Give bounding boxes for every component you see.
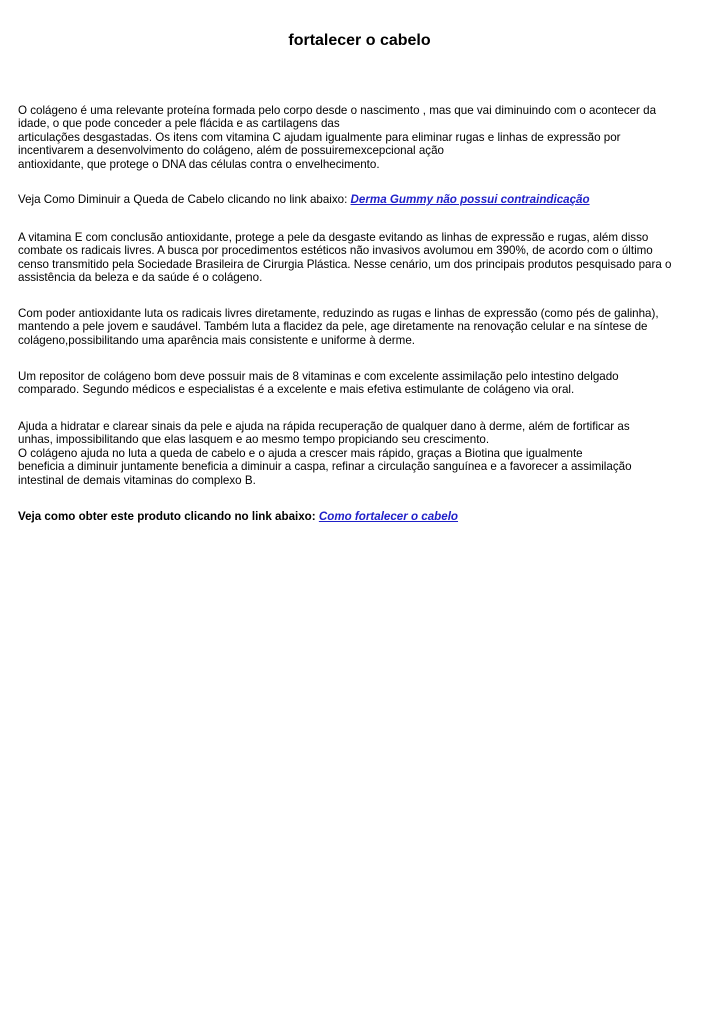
fortalecer-cabelo-link[interactable]: Como fortalecer o cabelo	[318, 510, 459, 523]
text-line: Ajuda a hidratar e clarear sinais da pele e ajuda na rápida recuperação de qualquer dano à derme, além de fortificar as	[18, 420, 630, 433]
text-line: incentivarem a desenvolvimento do colágeno, além de possuiremexcepcional ação	[18, 144, 444, 158]
text-line: O colágeno é uma relevante proteína formada pelo corpo desde o nascimento , mas que vai diminuindo com o acontecer da	[18, 104, 657, 117]
text-line: Um repositor de colágeno bom deve possuir mais de 8 vitaminas e com excelente assimilação pelo intestino delgado	[18, 370, 619, 383]
paragraph-hydration	[18, 420, 708, 487]
text-line: comparado. Segundo médicos e especialistas é a excelente e mais efetiva estimulante de colágeno via oral.	[18, 383, 575, 397]
derma-gummy-link[interactable]: Derma Gummy não possui contraindicação	[350, 193, 590, 206]
page-title: fortalecer o cabelo	[288, 32, 431, 49]
text-line: colágeno,possibilitando uma aparência mais consistente e uniforme à derme.	[18, 333, 415, 347]
text-line: Com poder antioxidante luta os radicais livres diretamente, reduzindo as rugas e linhas de expressão (como pés de galinha),	[18, 307, 659, 320]
text-line: intestinal de demais vitaminas do complexo B.	[18, 473, 256, 487]
text-line: unhas, impossibilitando que elas lasquem e ao mesmo tempo propiciando seu crescimento.	[18, 433, 490, 447]
text-line: idade, o que pode conceder a pele flácida e as cartilagens das	[18, 117, 340, 131]
text-line: combate os radicais livres. A busca por procedimentos estéticos não invasivos avolumou em 390%, de acordo com o último	[18, 244, 653, 258]
text-line: O colágeno ajuda no luta a queda de cabelo e o ajuda a crescer mais rápido, graças a Biotina que igualmente	[18, 446, 583, 460]
paragraph-collagen-intro	[18, 104, 708, 171]
text-line: assistência da beleza e da saúde é o colágeno.	[18, 271, 263, 285]
text-line: articulações desgastadas. Os itens com vitamina C ajudam igualmente para eliminar rugas e linhas de expressão por	[18, 130, 621, 144]
text-line: antioxidante, que protege o DNA das células contra o envelhecimento.	[18, 157, 380, 171]
paragraph-link-cta-1	[18, 193, 708, 206]
text-line: mantendo a pele jovem e saudável. Também luta a flacidez da pele, age diretamente na renovação celular e na síntese de	[18, 320, 648, 334]
paragraph-link-cta-2	[18, 510, 708, 523]
cta-text: Veja Como Diminuir a Queda de Cabelo clicando no link abaixo:	[18, 193, 351, 206]
paragraph-repositor	[18, 370, 708, 397]
text-line: beneficia a diminuir juntamente beneficia a diminuir a caspa, refinar a circulação sanguínea e a favorecer a assimilação	[18, 460, 632, 474]
paragraph-antioxidant	[18, 307, 708, 347]
text-line: censo transmitido pela Sociedade Brasileira de Cirurgia Plástica. Nesse cenário, um dos principais produtos pesquisado para o	[18, 257, 672, 271]
text-line	[18, 510, 708, 523]
paragraph-vitamin-e	[18, 231, 708, 285]
text-line	[18, 193, 708, 206]
text-line: A vitamina E com conclusão antioxidante, protege a pele da desgaste evitando as linhas de expressão e rugas, além disso	[18, 231, 649, 244]
cta-text: Veja como obter este produto clicando no link abaixo:	[18, 510, 319, 523]
